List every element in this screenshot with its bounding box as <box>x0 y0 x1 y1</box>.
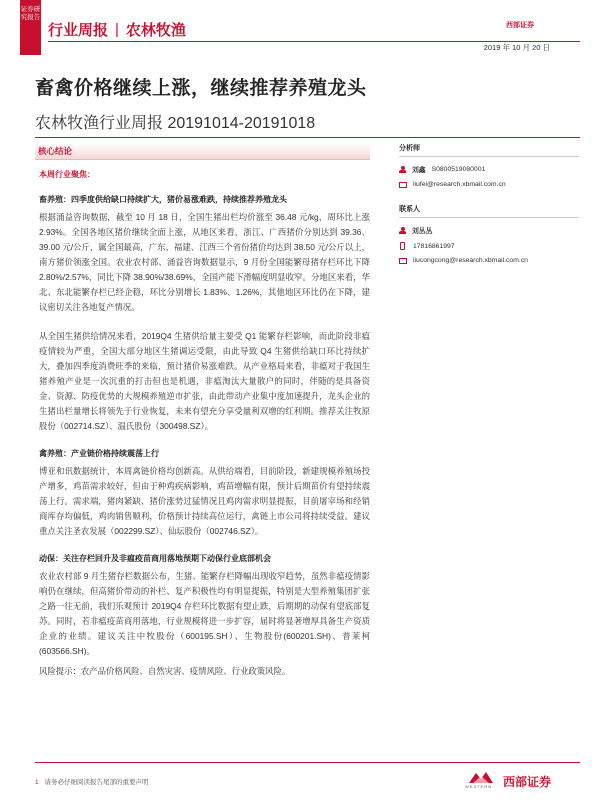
header-separator: | <box>115 20 119 38</box>
contact-email-row[interactable] <box>399 257 579 264</box>
paragraph-poultry: 博亚和讯数据统计，本周禽链价格均创新高。从供给端看，目前阶段，新建规模养殖场投产增多，鸡苗需求较好，但由于种鸡疾病影响，鸡苗增幅有限，预计后期苗价有望持续震荡上行。需求端，猪肉紧缺、猪价涨势过猛情况且鸡肉需求明显提振，目前屠宰场和经销商库存均偏低，鸡肉销售顺利，价格预计持续高位运行，禽链上市公司将持续受益。建议重点关注圣农发展（002299.SZ）、仙坛股份（002746.SZ）。 <box>39 466 370 536</box>
mail-icon <box>399 182 407 188</box>
paragraph-animal-health: 农业农村部 9 月生猪存栏数据公布，生猪、能繁存栏降幅出现收窄趋势，虽然非瘟疫情影响仍在继续，但高猪价带动的补栏、复产积极性均有明显提振，特别是大型养殖集团扩张之路一往无前，我们乐观预计 2019Q4 存栏环比数据有望止跌，后期期的动保有望底部复苏。同时，若非瘟疫苗商用落地，行业规模将进一步扩容，届时将显著增厚具备生产资质企业的业绩。建议关注中牧股份（600195.SH）、生物股份(600201.SH)、普莱柯(603566.SH)。 <box>39 571 370 656</box>
section-head-poultry: 禽养殖：产业链价格持续震荡上行 <box>39 449 159 458</box>
core-conclusion-header <box>35 143 370 160</box>
focus-label: 本周行业聚焦： <box>39 170 95 179</box>
person-icon <box>399 166 406 173</box>
analyst-email-row[interactable] <box>399 181 579 188</box>
contact-phone: 17816861997 <box>413 242 455 250</box>
phone-icon <box>400 242 405 250</box>
page-number: 1 <box>35 779 39 786</box>
contact-email[interactable]: liucongcong@research.xbmail.com.cn <box>413 257 528 264</box>
company-logo-icon <box>468 770 494 784</box>
contact-row <box>399 225 579 235</box>
report-title: 畜禽价格继续上涨，继续推荐养殖龙头 <box>35 78 367 99</box>
main-column <box>35 143 370 679</box>
report-subtitle: 农林牧渔行业周报 20191014-20191018 <box>35 115 316 132</box>
header-brand: 西部证券 <box>506 22 534 29</box>
analyst-email[interactable]: liufei@research.xbmail.com.cn <box>413 181 506 188</box>
report-date: 2019 年 10 月 20 日 <box>483 43 550 52</box>
section-head-pig: 畜养殖：四季度供给缺口持续扩大，猪价易涨难跌，持续推荐养殖龙头 <box>39 195 287 204</box>
footer-divider <box>35 762 580 763</box>
person-icon <box>399 227 406 234</box>
analyst-label: 分析师 <box>399 143 579 157</box>
logo-small-text: WESTERN <box>465 784 492 789</box>
contact-name: 刘丛丛 <box>412 228 433 235</box>
mail-icon <box>399 258 407 264</box>
header-tag-weekly: 行业周报 <box>48 21 109 39</box>
analyst-cert: S0800519080001 <box>431 165 486 173</box>
contact-phone-row <box>399 242 579 250</box>
header-tags <box>48 16 186 42</box>
logo-text: 西部证券 <box>503 775 552 789</box>
paragraph-pig-2: 从全国生猪供给情况来看，2019Q4 生猪供给量主要受 Q1 能繁存栏影响，而此阶段非瘟疫情较为严重，全国大部分地区生猪调运受限，由此导致 Q4 生猪供给缺口环比持续扩大，叠加四季度消费旺季的来临，预计猪价易涨难跌。从产业格局来看，非瘟对于我国生猪养殖产业是一次沉重的打击但也是机遇，非瘟淘汰大量散户的同时，伴随的是具备资金、资源、防疫优势的大规模养殖逆市扩张，由此带动产业集中度加速提升，龙头企业的生猪出栏量增长将领先于行业恢复，未来有望充分享受量利双增的红利期。推荐关注牧原股份（002714.SZ）、温氏股份（300498.SZ）。 <box>39 331 370 431</box>
side-report-tab: 证券研究报告 <box>20 0 41 55</box>
side-column <box>399 143 579 264</box>
footer-note <box>35 777 148 786</box>
contact-label: 联系人 <box>399 204 579 218</box>
paragraph-pig-1: 根据涌益咨询数据，截至 10 月 18 日，全国生猪出栏均价涨至 36.48 元/kg，周环比上涨 2.93%。全国各地区猪价继续全面上涨，从地区来看，浙江、广西猪价分别达到 39.36、39.00 元/公斤，属全国最高，广东、福建、江西三个省份猪价均达到 38.50 元/公斤以上，南方猪价领涨全国。农业农村部、涌益咨询数据显示，9 月份全国能繁母猪存栏环比下降 2.80%/2.57%，同比下降 38.90%/38.69%，全国产能下滑幅度明显收窄。分地区来看，华北、东北能繁存栏已经企稳，环比分别增长 1.83%、1.26%，其他地区环比仍在下降，建议密切关注各地复产情况。 <box>39 212 370 312</box>
analyst-name: 刘鑫 <box>412 167 426 174</box>
disclaimer-note: 请务必仔细阅读报告尾部的重要声明 <box>44 779 149 786</box>
header-tag-sector: 农林牧渔 <box>125 21 186 39</box>
core-conclusion-title: 核心结论 <box>38 146 73 156</box>
risk-warning: 风险提示：农产品价格风险、自然灾害、疫情风险、行业政策风险。 <box>39 666 291 676</box>
analyst-row <box>399 164 579 174</box>
section-head-animal-health: 动保：关注存栏回升及非瘟疫苗商用落地预期下动保行业底部机会 <box>39 554 271 563</box>
title-divider <box>35 137 580 138</box>
